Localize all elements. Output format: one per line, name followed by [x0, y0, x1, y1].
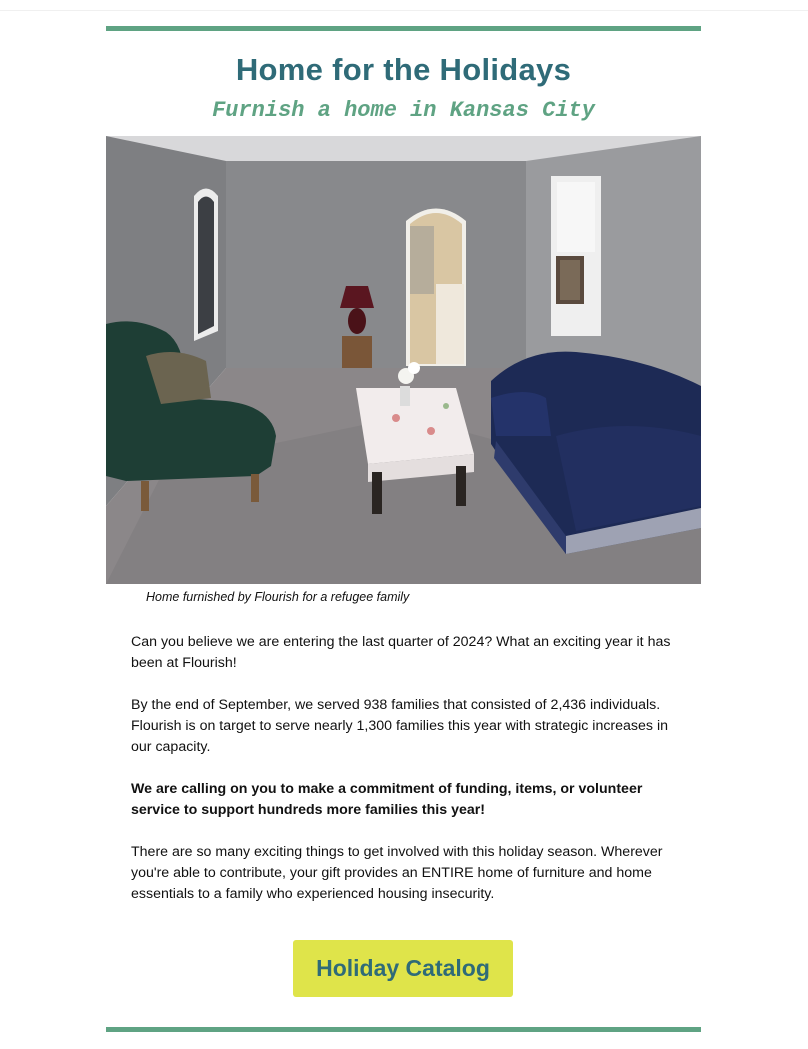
holiday-catalog-button[interactable]: Holiday Catalog	[293, 940, 513, 997]
hero-image	[106, 136, 701, 584]
image-caption: Home furnished by Flourish for a refugee family	[146, 590, 410, 604]
page-title: Home for the Holidays	[235, 52, 572, 87]
top-divider	[0, 10, 808, 11]
paragraph-stats: By the end of September, we served 938 families that consisted of 2,436 individuals. Flourish is on target to serve nearly 1,300 families this year with strategic increases in our capacity.	[131, 697, 668, 755]
paragraph-call-to-action: We are calling on you to make a commitment of funding, items, or volunteer service to support hundreds more families this year!	[131, 781, 643, 818]
page-subtitle: Furnish a home in Kansas City	[212, 98, 595, 123]
paragraph-get-involved: There are so many exciting things to get involved with this holiday season. Wherever you're able to contribute, your gift provides an ENTIRE home of furniture and home essentials to a family who experienced housing insecurity.	[131, 844, 663, 902]
bottom-accent-bar	[106, 1027, 701, 1032]
body-copy	[131, 632, 676, 926]
top-accent-bar	[106, 26, 701, 31]
paragraph-intro: Can you believe we are entering the last quarter of 2024? What an exciting year it has been at Flourish!	[131, 634, 671, 671]
